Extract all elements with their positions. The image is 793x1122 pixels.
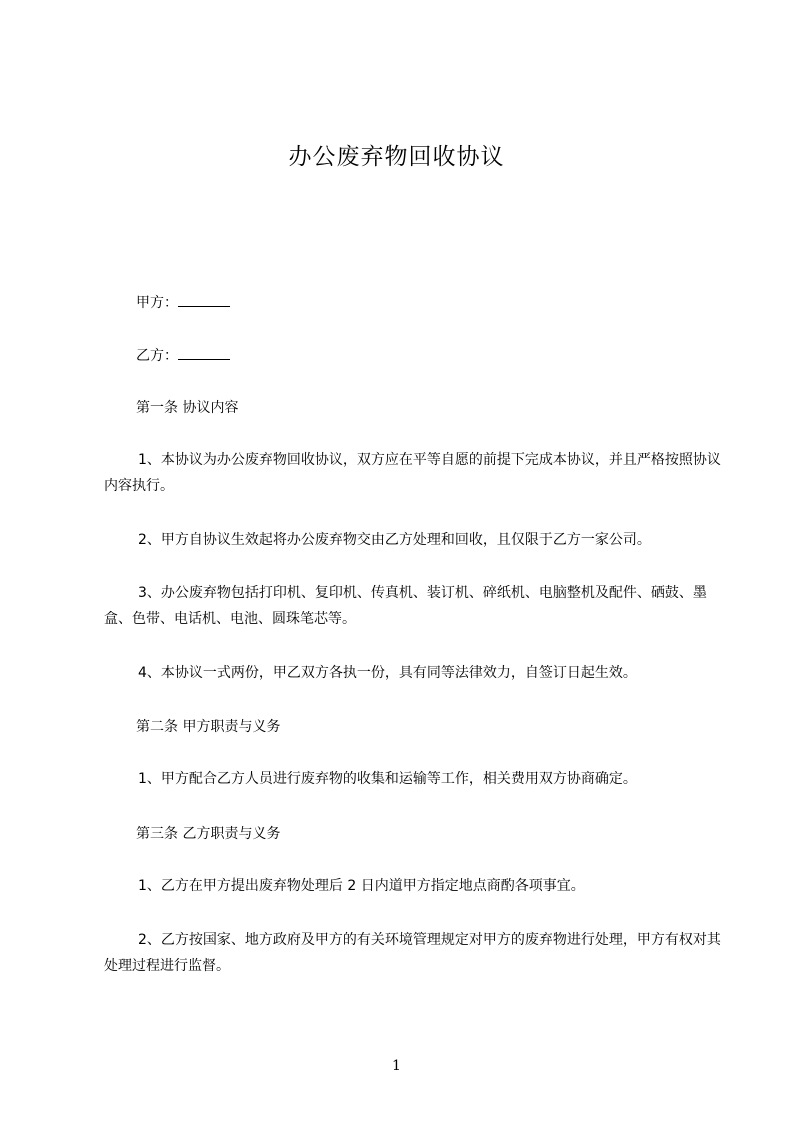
article-1-item-3: 3、办公废弃物包括打印机、复印机、传真机、装订机、碎纸机、电脑整机及配件、硒鼓、墨盒、色带、电话机、电池、圆珠笔芯等。 xyxy=(104,585,707,627)
article-2-heading: 第二条 甲方职责与义务 xyxy=(136,719,281,735)
party-b-blank xyxy=(178,345,230,360)
page-number: 1 xyxy=(392,1058,401,1074)
article-3-heading: 第三条 乙方职责与义务 xyxy=(136,826,281,842)
article-1-item-2: 2、甲方自协议生效起将办公废弃物交由乙方处理和回收，且仅限于乙方一家公司。 xyxy=(138,532,651,548)
party-a-blank xyxy=(178,292,230,307)
document-title: 办公废弃物回收协议 xyxy=(288,144,505,170)
article-3-item-2: 2、乙方按国家、地方政府及甲方的有关环境管理规定对甲方的废弃物进行处理，甲方有权对其处理过程进行监督。 xyxy=(104,932,721,974)
party-b-line xyxy=(136,345,230,366)
article-2-item-1: 1、甲方配合乙方人员进行废弃物的收集和运输等工作，相关费用双方协商确定。 xyxy=(138,771,637,787)
article-3-item-1: 1、乙方在甲方提出废弃物处理后 2 日内道甲方指定地点商酌各项事宜。 xyxy=(138,878,585,894)
party-a-line xyxy=(136,292,230,313)
article-1-heading: 第一条 协议内容 xyxy=(136,400,239,416)
party-b-label: 乙方： xyxy=(136,348,178,364)
party-a-label: 甲方： xyxy=(136,295,178,311)
article-1-item-1: 1、本协议为办公废弃物回收协议，双方应在平等自愿的前提下完成本协议，并且严格按照协议内容执行。 xyxy=(104,452,721,494)
article-1-item-4: 4、本协议一式两份，甲乙双方各执一份，具有同等法律效力，自签订日起生效。 xyxy=(138,665,637,681)
